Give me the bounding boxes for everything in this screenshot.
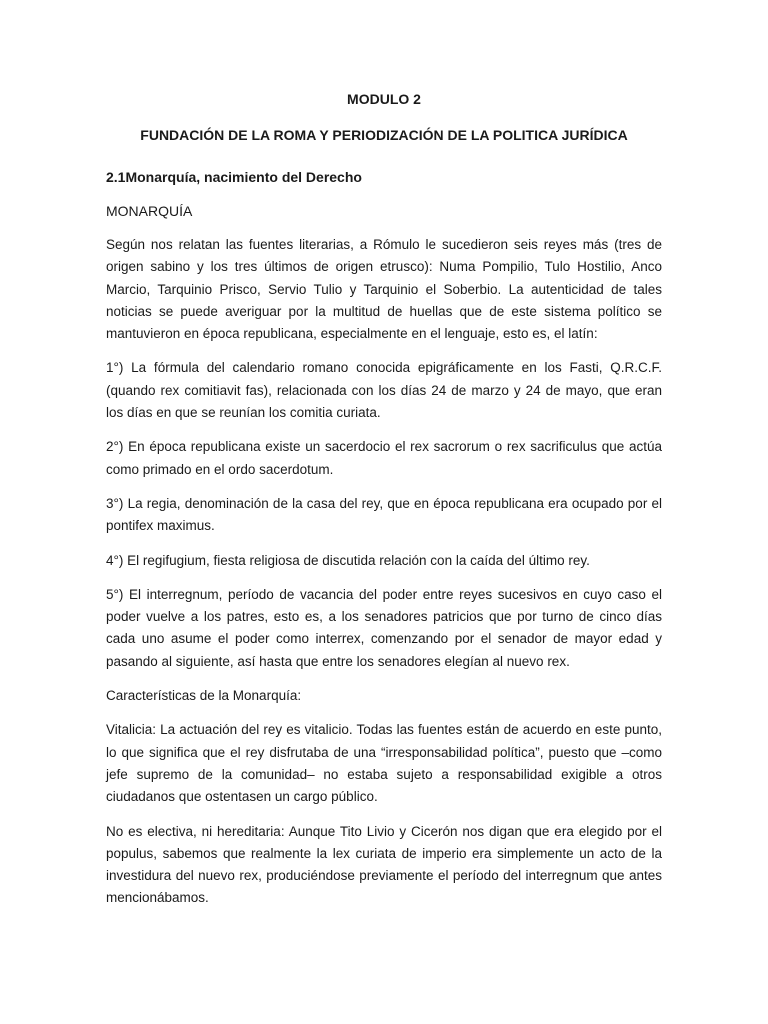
paragraph-item-3: 3°) La regia, denominación de la casa del rey, que en época republicana era ocupado por el pontifex maximus.: [106, 495, 662, 534]
module-title: MODULO 2: [347, 91, 421, 107]
paragraph-characteristics-heading: Características de la Monarquía:: [106, 688, 302, 704]
paragraph-item-4: 4°) El regifugium, fiesta religiosa de discutida relación con la caída del último rey.: [106, 552, 590, 568]
paragraph-intro: Según nos relatan las fuentes literarias, a Rómulo le sucedieron seis reyes más (tres de origen sabino y los tres últimos de origen etrusco): Numa Pompilio, Tulo Hostilio, Anco Marcio, Tarquinio Prisco, Servio Tulio y Tarquinio el Soberbio. La autenticidad de tales noticias se puede averiguar por la multitud de huellas que de este sistema político se mantuvieron en época republicana, especialmente en el lenguaje, esto es, el latín:: [106, 237, 662, 342]
document-page: [106, 88, 662, 922]
paragraph-no-electiva: No es electiva, ni hereditaria: Aunque Tito Livio y Cicerón nos digan que era elegido por el populus, sabemos que realmente la lex curiata de imperio era simplemente un acto de la investidura del nuevo rex, produciéndose previamente el período del interregnum que antes mencionábamos.: [106, 823, 662, 906]
main-title: FUNDACIÓN DE LA ROMA Y PERIODIZACIÓN DE LA POLITICA JURÍDICA: [140, 127, 628, 143]
subheading-monarquia: MONARQUÍA: [106, 203, 193, 219]
paragraph-vitalicia: Vitalicia: La actuación del rey es vitalicio. Todas las fuentes están de acuerdo en este punto, lo que significa que el rey disfrutaba de una “irresponsabilidad política”, puesto que –como jefe supremo de la comunidad– no estaba sujeto a responsabilidad exigible a otros ciudadanos que ostentasen un cargo público.: [106, 722, 662, 805]
section-heading: 2.1Monarquía, nacimiento del Derecho: [106, 169, 362, 185]
paragraph-item-5: 5°) El interregnum, período de vacancia del poder entre reyes sucesivos en cuyo caso el poder vuelve a los patres, esto es, a los senadores patricios que por turno de cinco días cada uno asume el poder como interrex, comenzando por el senador de mayor edad y pasando al siguiente, así hasta que entre los senadores elegían al nuevo rex.: [106, 586, 662, 669]
paragraph-item-1: 1°) La fórmula del calendario romano conocida epigráficamente en los Fasti, Q.R.C.F. (quando rex comitiavit fas), relacionada con los días 24 de marzo y 24 de mayo, que eran los días en que se reunían los comitia curiata.: [106, 360, 662, 421]
paragraph-item-2: 2°) En época republicana existe un sacerdocio el rex sacrorum o rex sacrificulus que actúa como primado en el ordo sacerdotum.: [106, 439, 662, 477]
